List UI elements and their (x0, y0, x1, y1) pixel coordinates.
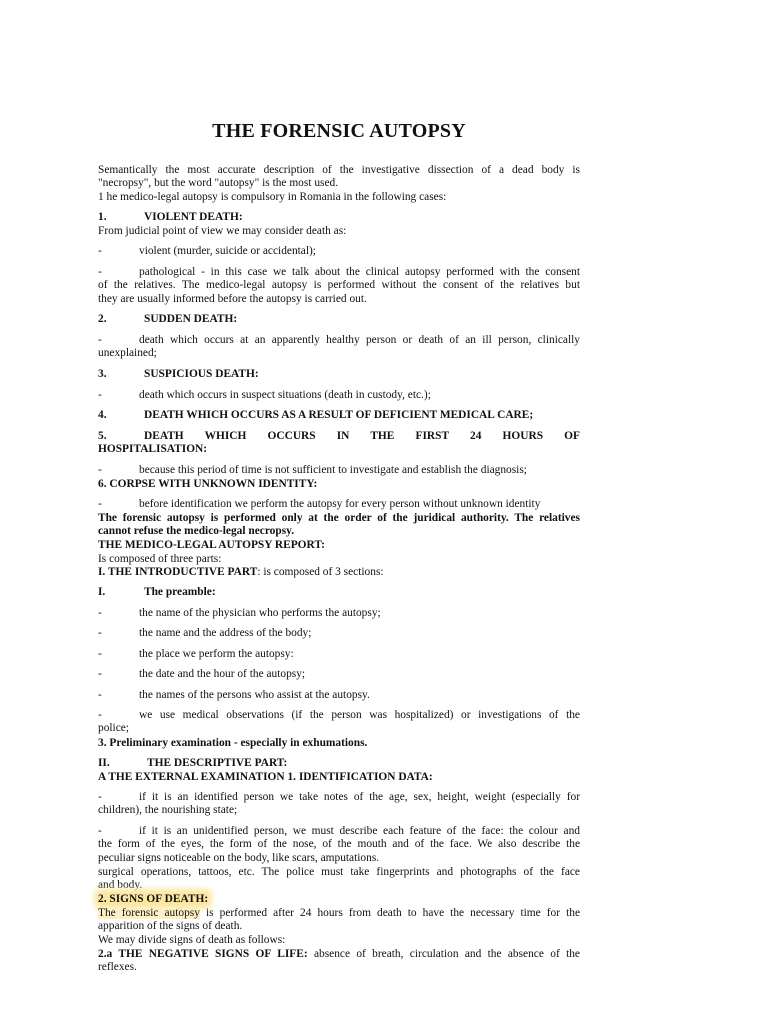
negative-signs-paragraph: 2.a THE NEGATIVE SIGNS OF LIFE: absence of breath, circulation and the absence of the reflexes. (98, 948, 580, 974)
descriptive-part-heading: II. THE DESCRIPTIVE PART: (98, 757, 288, 769)
list-item: - violent (murder, suicide or accidental); (98, 245, 316, 257)
intro-paragraph (98, 164, 580, 204)
intro-line: 1 he medico-legal autopsy is compulsory in Romania in the following cases: (98, 190, 447, 203)
signs-divide-text: We may divide signs of death as follows: (98, 934, 286, 946)
section-violent-death-text: From judicial point of view we may consider death as: (98, 225, 347, 237)
section-violent-death-heading: 1. VIOLENT DEATH: (98, 211, 243, 223)
preliminary-examination: 3. Preliminary examination - especially in exhumations. (98, 737, 368, 749)
signs-of-death-text: The forensic autopsy is performed after 24 hours from death to have the necessary time for the apparition of the signs of death. (98, 907, 580, 933)
authority-notice: The forensic autopsy is performed only at the order of the juridical authority. The relatives cannot refuse the medico-legal necropsy. (98, 512, 580, 538)
list-item: - the names of the persons who assist at the autopsy. (98, 689, 370, 701)
section-suspicious-death-heading: 3. SUSPICIOUS DEATH: (98, 368, 259, 380)
list-item: - death which occurs in suspect situations (death in custody, etc.); (98, 389, 431, 401)
surgical-operations-text: surgical operations, tattoos, etc. The police must take fingerprints and photographs of the face and body. (98, 866, 580, 892)
list-item: - if it is an identified person we take notes of the age, sex, height, weight (especially for children), the nourishing state; (98, 791, 580, 817)
preamble-heading: I. The preamble: (98, 586, 216, 598)
list-item: - death which occurs at an apparently healthy person or death of an ill person, clinically unexplained; (98, 334, 580, 360)
external-examination-heading: A THE EXTERNAL EXAMINATION 1. IDENTIFICATION DATA: (98, 771, 433, 783)
report-composed-text: Is composed of three parts: (98, 553, 222, 565)
list-item: - because this period of time is not sufficient to investigate and establish the diagnosis; (98, 464, 527, 476)
list-item: - before identification we perform the autopsy for every person without unknown identity (98, 498, 541, 510)
intro-line: Semantically the most accurate description of the investigative dissection of a dead body is (98, 164, 580, 176)
introductive-part-heading: I. THE INTRODUCTIVE PART: is composed of 3 sections: (98, 566, 384, 578)
highlight-mark: 2. SIGNS OF DEATH: (98, 893, 209, 905)
document-title: THE FORENSIC AUTOPSY (212, 120, 466, 142)
section-unknown-identity-heading: 6. CORPSE WITH UNKNOWN IDENTITY: (98, 478, 318, 490)
list-item: - the date and the hour of the autopsy; (98, 668, 306, 680)
list-item: - if it is an unidentified person, we must describe each feature of the face: the colour and the form of the eyes, the form of the nose, of the mouth and of the face. We also describe the peculiar signs noticeable on the body, like scars, amputations. (98, 825, 580, 864)
signs-of-death-heading (98, 893, 580, 906)
report-heading: THE MEDICO-LEGAL AUTOPSY REPORT: (98, 539, 325, 551)
section-sudden-death-heading: 2. SUDDEN DEATH: (98, 313, 238, 325)
list-item: - the name and the address of the body; (98, 627, 312, 639)
section-hospitalisation-heading: 5. DEATH WHICH OCCURS IN THE FIRST 24 HOURS OF HOSPITALISATION: (98, 430, 580, 456)
list-item: - the place we perform the autopsy: (98, 648, 294, 660)
list-item: - pathological - in this case we talk about the clinical autopsy performed with the consent of the relatives. The medico-legal autopsy is performed without the consent of the relatives but they are usually informed before the autopsy is carried out. (98, 266, 580, 305)
list-item: - we use medical observations (if the person was hospitalized) or investigations of the police; (98, 709, 580, 735)
intro-line: "necropsy", but the word "autopsy" is the most used. (98, 177, 339, 190)
section-deficient-care-heading: 4. DEATH WHICH OCCURS AS A RESULT OF DEFICIENT MEDICAL CARE; (98, 409, 534, 421)
list-item: - the name of the physician who performs the autopsy; (98, 607, 381, 619)
